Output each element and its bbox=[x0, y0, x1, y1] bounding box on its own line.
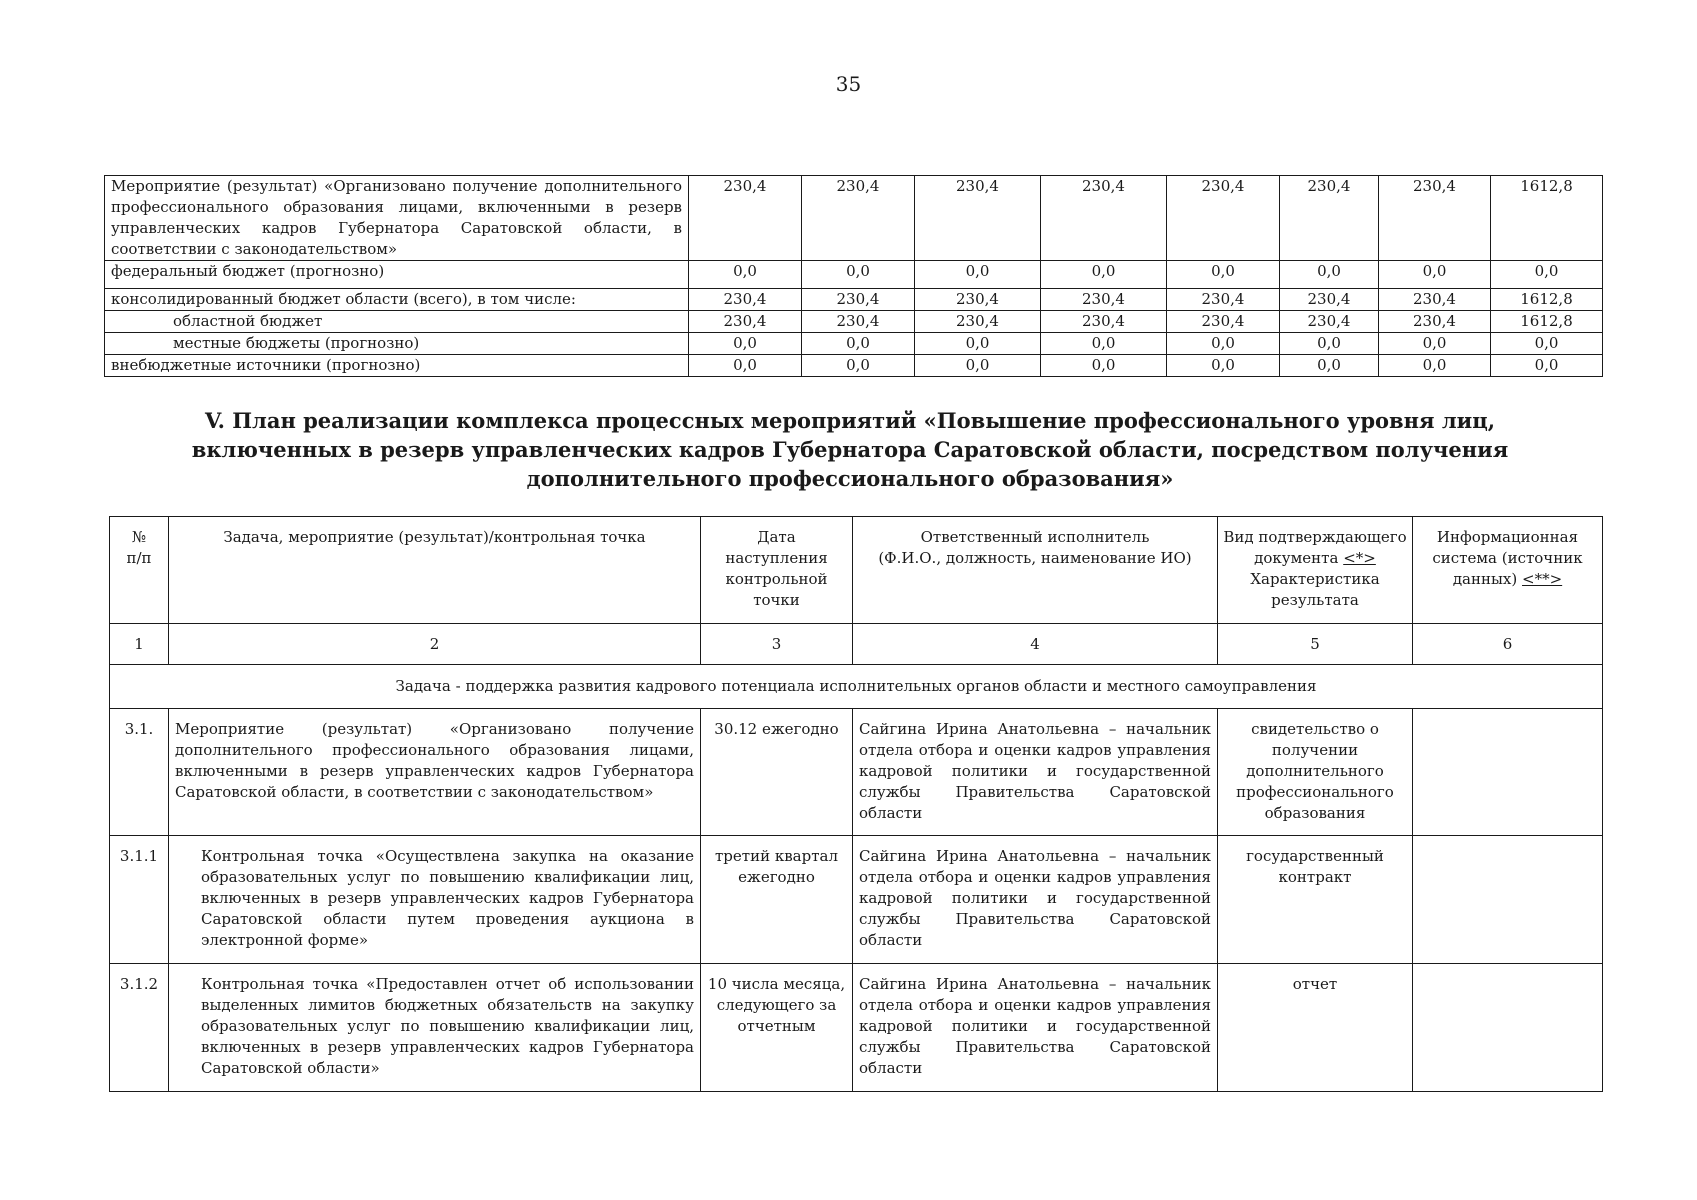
col-number: 4 bbox=[853, 624, 1218, 665]
funding-value: 0,0 bbox=[1280, 261, 1379, 289]
header-date: Дата наступления контрольной точки bbox=[701, 517, 853, 624]
funding-row bbox=[105, 333, 1603, 355]
funding-row-label: консолидированный бюджет области (всего), в том числе: bbox=[105, 289, 689, 311]
col-number: 2 bbox=[169, 624, 701, 665]
funding-value: 0,0 bbox=[915, 355, 1041, 377]
funding-value: 0,0 bbox=[802, 355, 915, 377]
funding-value: 0,0 bbox=[1041, 355, 1167, 377]
plan-row-date: третий квартал ежегодно bbox=[701, 836, 853, 964]
section-title bbox=[150, 406, 1550, 493]
funding-value: 230,4 bbox=[1167, 289, 1280, 311]
funding-value: 230,4 bbox=[915, 311, 1041, 333]
header-task: Задача, мероприятие (результат)/контрольная точка bbox=[169, 517, 701, 624]
funding-value: 0,0 bbox=[1491, 261, 1603, 289]
plan-row-date: 30.12 ежегодно bbox=[701, 709, 853, 836]
funding-value: 230,4 bbox=[915, 289, 1041, 311]
funding-row bbox=[105, 355, 1603, 377]
plan-row-text: Контрольная точка «Предоставлен отчет об использовании выделенных лимитов бюджетных обязательств на закупку образовательных услуг по повышению квалификации лиц, включенных в резерв управленческих кадров Губернатора Саратовской области» bbox=[169, 964, 701, 1092]
plan-row bbox=[110, 709, 1603, 836]
funding-value: 230,4 bbox=[1041, 289, 1167, 311]
funding-value: 230,4 bbox=[1379, 176, 1491, 261]
funding-value: 230,4 bbox=[1041, 311, 1167, 333]
funding-value: 0,0 bbox=[689, 261, 802, 289]
section-title-line1: V. План реализации комплекса процессных мероприятий «Повышение профессионального уровня лиц, bbox=[204, 408, 1496, 433]
plan-row bbox=[110, 836, 1603, 964]
funding-value: 230,4 bbox=[1379, 289, 1491, 311]
funding-value: 230,4 bbox=[1167, 311, 1280, 333]
header-responsible: Ответственный исполнитель (Ф.И.О., должность, наименование ИО) bbox=[853, 517, 1218, 624]
funding-value: 230,4 bbox=[689, 311, 802, 333]
plan-row-number: 3.1. bbox=[110, 709, 169, 836]
section-title-line3: дополнительного профессионального образования» bbox=[526, 466, 1174, 491]
funding-value: 0,0 bbox=[802, 261, 915, 289]
funding-row-label: Мероприятие (результат) «Организовано получение дополнительного профессионального образования лицами, включенными в резерв управленческих кадров Губернатора Саратовской области, в соответствии с законодательством» bbox=[105, 176, 689, 261]
funding-value: 230,4 bbox=[1167, 176, 1280, 261]
page-number: 35 bbox=[835, 72, 862, 96]
funding-value: 1612,8 bbox=[1491, 311, 1603, 333]
footnote-link-2[interactable]: <**> bbox=[1522, 570, 1563, 588]
funding-value: 0,0 bbox=[1280, 355, 1379, 377]
funding-value: 230,4 bbox=[802, 176, 915, 261]
funding-value: 1612,8 bbox=[1491, 289, 1603, 311]
funding-table bbox=[104, 175, 1603, 377]
funding-value: 0,0 bbox=[1167, 355, 1280, 377]
funding-value: 0,0 bbox=[1379, 261, 1491, 289]
header-info-system: Информационная система (источник данных) <**> bbox=[1413, 517, 1603, 624]
plan-row-responsible: Сайгина Ирина Анатольевна – начальник отдела отбора и оценки кадров управления кадровой политики и государственной службы Правительства Саратовской области bbox=[853, 964, 1218, 1092]
column-number-row bbox=[110, 624, 1603, 665]
col-number: 6 bbox=[1413, 624, 1603, 665]
funding-value: 230,4 bbox=[802, 311, 915, 333]
funding-value: 230,4 bbox=[689, 176, 802, 261]
funding-value: 230,4 bbox=[1280, 176, 1379, 261]
funding-value: 0,0 bbox=[1041, 333, 1167, 355]
header-num: № п/п bbox=[110, 517, 169, 624]
funding-value: 230,4 bbox=[1041, 176, 1167, 261]
funding-value: 230,4 bbox=[1280, 289, 1379, 311]
plan-table bbox=[109, 516, 1603, 1092]
funding-value: 0,0 bbox=[1491, 355, 1603, 377]
funding-value: 0,0 bbox=[1167, 333, 1280, 355]
funding-row-label: внебюджетные источники (прогнозно) bbox=[105, 355, 689, 377]
plan-row-document: отчет bbox=[1218, 964, 1413, 1092]
plan-row-document: государственный контракт bbox=[1218, 836, 1413, 964]
funding-value: 230,4 bbox=[1379, 311, 1491, 333]
funding-row-label: местные бюджеты (прогнозно) bbox=[105, 333, 689, 355]
plan-row-document: свидетельство о получении дополнительного профессионального образования bbox=[1218, 709, 1413, 836]
funding-row bbox=[105, 311, 1603, 333]
funding-value: 0,0 bbox=[802, 333, 915, 355]
section-title-line2: включенных в резерв управленческих кадров Губернатора Саратовской области, посредством получения bbox=[191, 437, 1509, 462]
funding-value: 0,0 bbox=[915, 261, 1041, 289]
col-number: 1 bbox=[110, 624, 169, 665]
funding-row-label: областной бюджет bbox=[105, 311, 689, 333]
funding-row bbox=[105, 261, 1603, 289]
funding-value: 0,0 bbox=[689, 355, 802, 377]
funding-value: 230,4 bbox=[802, 289, 915, 311]
funding-value: 0,0 bbox=[1379, 333, 1491, 355]
plan-row-info-system bbox=[1413, 964, 1603, 1092]
funding-value: 0,0 bbox=[1491, 333, 1603, 355]
funding-value: 1612,8 bbox=[1491, 176, 1603, 261]
header-document: Вид подтверждающего документа <*> Характеристика результата bbox=[1218, 517, 1413, 624]
plan-header-row bbox=[110, 517, 1603, 624]
task-description: Задача - поддержка развития кадрового потенциала исполнительных органов области и местного самоуправления bbox=[110, 665, 1603, 709]
col-number: 5 bbox=[1218, 624, 1413, 665]
plan-row-text: Контрольная точка «Осуществлена закупка на оказание образовательных услуг по повышению квалификации лиц, включенных в резерв управленческих кадров Губернатора Саратовской области путем проведения аукциона в электронной форме» bbox=[169, 836, 701, 964]
funding-value: 230,4 bbox=[915, 176, 1041, 261]
funding-row bbox=[105, 176, 1603, 261]
plan-row-responsible: Сайгина Ирина Анатольевна – начальник отдела отбора и оценки кадров управления кадровой политики и государственной службы Правительства Саратовской области bbox=[853, 836, 1218, 964]
funding-value: 0,0 bbox=[1167, 261, 1280, 289]
footnote-link-1[interactable]: <*> bbox=[1343, 549, 1376, 567]
plan-row-text: Мероприятие (результат) «Организовано получение дополнительного профессионального образования лицами, включенными в резерв управленческих кадров Губернатора Саратовской области, в соответствии с законодательством» bbox=[169, 709, 701, 836]
plan-row-info-system bbox=[1413, 709, 1603, 836]
plan-row-date: 10 числа месяца, следующего за отчетным bbox=[701, 964, 853, 1092]
task-row bbox=[110, 665, 1603, 709]
funding-row-label: федеральный бюджет (прогнозно) bbox=[105, 261, 689, 289]
funding-row bbox=[105, 289, 1603, 311]
plan-row-number: 3.1.1 bbox=[110, 836, 169, 964]
plan-row bbox=[110, 964, 1603, 1092]
plan-row-info-system bbox=[1413, 836, 1603, 964]
funding-value: 0,0 bbox=[1280, 333, 1379, 355]
funding-value: 230,4 bbox=[1280, 311, 1379, 333]
funding-value: 0,0 bbox=[1041, 261, 1167, 289]
plan-row-number: 3.1.2 bbox=[110, 964, 169, 1092]
plan-row-responsible: Сайгина Ирина Анатольевна – начальник отдела отбора и оценки кадров управления кадровой политики и государственной службы Правительства Саратовской области bbox=[853, 709, 1218, 836]
col-number: 3 bbox=[701, 624, 853, 665]
funding-value: 0,0 bbox=[689, 333, 802, 355]
funding-value: 230,4 bbox=[689, 289, 802, 311]
funding-value: 0,0 bbox=[1379, 355, 1491, 377]
funding-value: 0,0 bbox=[915, 333, 1041, 355]
